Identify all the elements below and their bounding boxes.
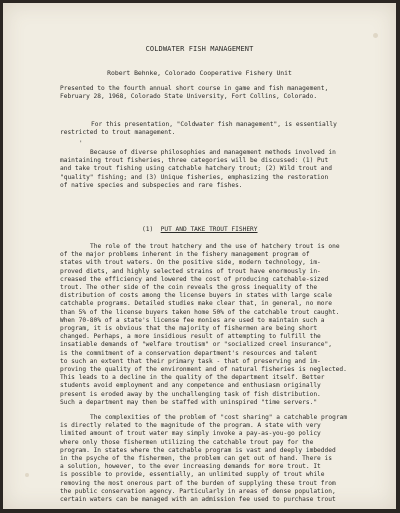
- text-line: is directly related to the magnitude of the program. A state with very: [60, 422, 321, 430]
- text-line: program, it is obvious that the majority of fishermen are being short: [60, 325, 318, 333]
- text-line: present is eroded away by the unchallenging task of fish distribution.: [60, 390, 321, 398]
- text-line: to such an extent that their primary task - that of preserving and im-: [60, 357, 321, 365]
- text-line: limited amount of trout water may simply invoke a pay-as-you-go policy: [60, 430, 321, 438]
- text-line: a solution, however, to the ever increasing demands for more trout. It: [60, 463, 321, 471]
- text-line: and take trout fishing using catchable hatchery trout; (2) Wild trout and: [60, 165, 332, 173]
- text-line: restricted to trout management.: [60, 129, 176, 137]
- text-line: Such a department may then be staffed with uninspired "time servers.": [60, 398, 318, 406]
- paper-stain: [25, 473, 29, 477]
- text-line: of the major problems inherent in the fishery management program of: [60, 251, 310, 259]
- text-line: where only those fishermen utilizing the catchable trout pay for the: [60, 438, 314, 446]
- text-line: changed. Perhaps, a more insidious result of attempting to fulfill the: [60, 333, 321, 341]
- stray-mark: ': [79, 140, 83, 147]
- text-line: February 28, 1968, Colorado State University, Fort Collins, Colorado.: [60, 93, 318, 101]
- text-line: certain waters can be managed with an admission fee used to purchase trout: [60, 496, 336, 504]
- text-line: of native species and subspecies and rare fishes.: [60, 181, 243, 189]
- paragraph-hatchery: [60, 243, 375, 407]
- text-line: proved diets, and highly selected strains of trout have enormously in-: [60, 267, 321, 275]
- author-line: Robert Behnke, Colorado Cooperative Fishery Unit: [107, 69, 292, 77]
- text-line: is the commitment of a conservation department's resources and talent: [60, 349, 318, 357]
- text-line: states with trout waters. On the positive side, modern technology, im-: [60, 259, 321, 267]
- text-line: The role of the trout hatchery and the use of hatchery trout is one: [90, 243, 340, 250]
- text-line: the public conservation agency. Particularly in areas of dense population,: [60, 487, 336, 495]
- text-line: program. In states where the catchable program is vast and deeply imbedded: [60, 446, 336, 454]
- text-line: Presented to the fourth annual short course in game and fish management,: [60, 85, 329, 92]
- text-line: When 70-80% of a state's license fee monies are used to maintain such a: [60, 316, 325, 324]
- text-line: in the psyche of the fishermen, the problem can get out of hand. There is: [60, 455, 332, 463]
- document-page: [3, 3, 396, 509]
- paper-stain: [373, 33, 378, 38]
- text-line: For this presentation, "Coldwater fish management", is essentially: [91, 121, 337, 128]
- intro-paragraph: [60, 85, 375, 101]
- text-line: proving the quality of the environment and of natural fisheries is neglected.: [60, 366, 347, 374]
- text-line: The complexities of the problem of "cost sharing" a catchable program: [90, 414, 348, 421]
- text-line: maintaining trout fisheries, three categories will be discussed: (1) Put: [60, 157, 329, 165]
- paragraph-scope: [60, 121, 396, 137]
- section-heading: [142, 226, 258, 234]
- paragraph-categories: [60, 149, 375, 190]
- text-line: trout. The other side of the coin reveals the gross inequality of the: [60, 284, 318, 292]
- text-line: is possible to provide, essentially, an unlimited supply of trout while: [60, 471, 325, 479]
- text-line: students avoid employment and any competence and enthusiasm originally: [60, 382, 321, 390]
- text-line: Because of diverse philosophies and management methods involved in: [90, 149, 336, 156]
- document-title: COLDWATER FISH MANAGEMENT: [145, 45, 254, 53]
- text-line: catchable programs. Detailed studies make clear that, in general, no more: [60, 300, 332, 308]
- text-line: insatiable demands of "welfare troutism" or "socialized creel insurance",: [60, 341, 332, 349]
- section-title: PUT AND TAKE TROUT FISHERY: [160, 226, 258, 233]
- text-line: creased the efficiency and lowered the cost of producing catchable-sized: [60, 275, 329, 283]
- text-line: removing the most onerous part of the burden of supplying these trout from: [60, 479, 336, 487]
- text-line: This leads to a decline in the quality of the department itself. Better: [60, 374, 325, 382]
- section-number: (1): [142, 226, 154, 233]
- text-line: "quality" fishing; and (3) Unique fisheries, emphasizing the restoration: [60, 173, 329, 181]
- paragraph-cost-sharing: [60, 414, 375, 504]
- text-line: distribution of costs among the license buyers in states with large scale: [60, 292, 332, 300]
- text-line: than 5% of the license buyers taken home 50% of the catchable trout caught.: [60, 308, 340, 316]
